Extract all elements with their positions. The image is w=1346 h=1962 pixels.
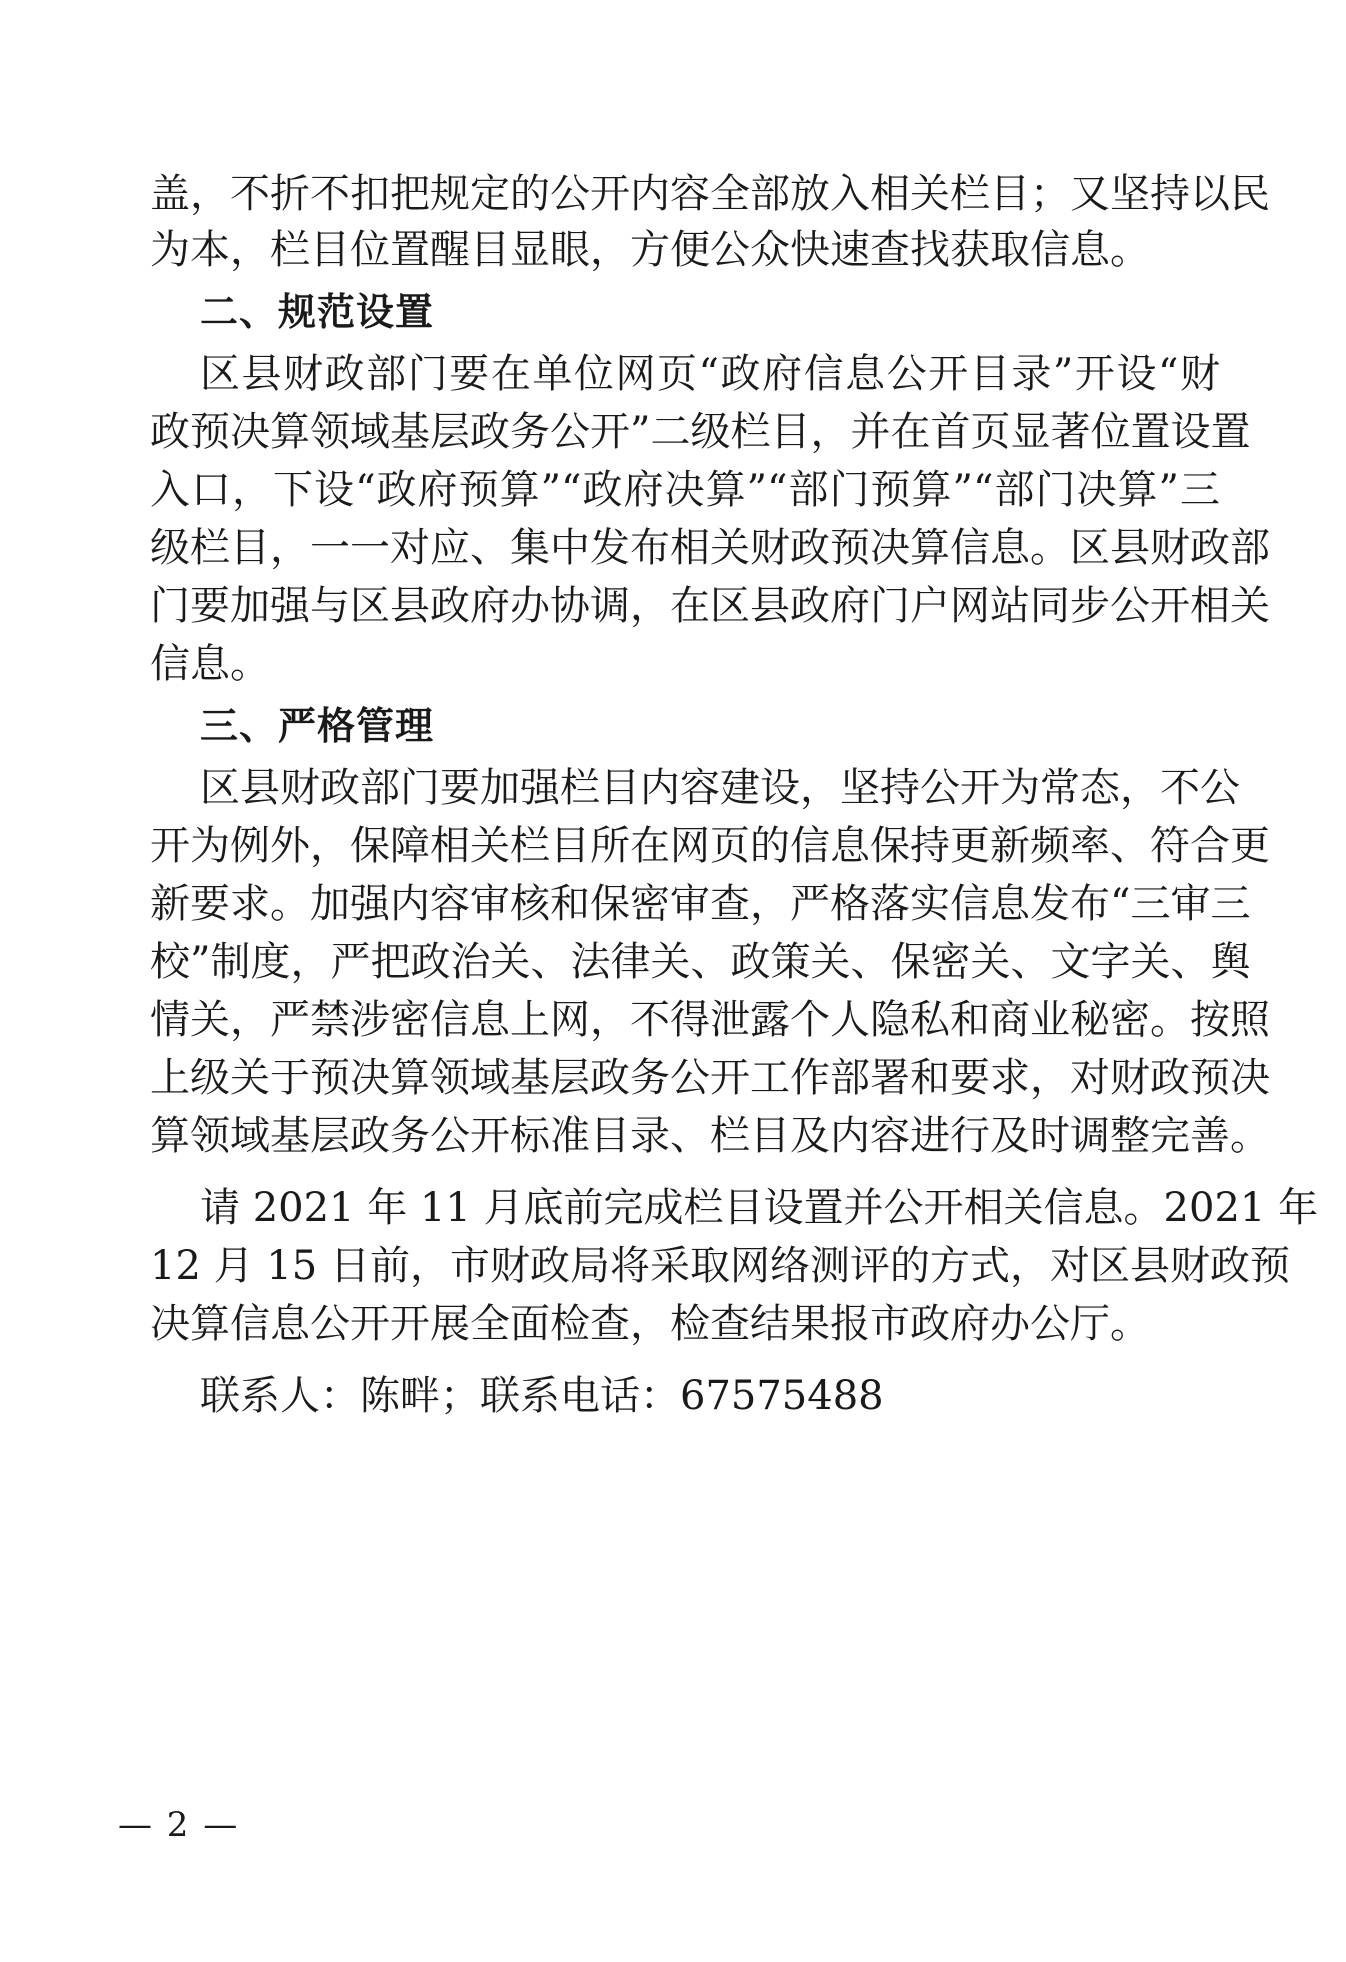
contact-line: 联系人：陈畔；联系电话：67575488 xyxy=(200,1373,884,1419)
paragraph-line: 门要加强与区县政府办协调，在区县政府门户网站同步公开相关 xyxy=(150,583,1270,629)
paragraph-line: 区县财政部门要在单位网页“政府信息公开目录”开设“财 xyxy=(200,351,1220,397)
paragraph-line: 政预决算领域基层政务公开”二级栏目，并在首页显著位置设置 xyxy=(150,409,1251,455)
paragraph-line: 盖，不折不扣把规定的公开内容全部放入相关栏目；又坚持以民 xyxy=(150,171,1270,217)
paragraph-line: 12 月 15 日前，市财政局将采取网络测评的方式，对区县财政预 xyxy=(150,1243,1290,1289)
paragraph-line: 开为例外，保障相关栏目所在网页的信息保持更新频率、符合更 xyxy=(150,823,1270,869)
paragraph-line: 为本，栏目位置醒目显眼，方便公众快速查找获取信息。 xyxy=(150,227,1150,273)
page-number: — 2 — xyxy=(118,1805,240,1845)
paragraph-line: 情关，严禁涉密信息上网，不得泄露个人隐私和商业秘密。按照 xyxy=(150,997,1270,1043)
paragraph-line: 新要求。加强内容审核和保密审查，严格落实信息发布“三审三 xyxy=(150,881,1251,927)
section-heading-3: 三、严格管理 xyxy=(200,704,435,748)
paragraph-line: 校”制度，严把政治关、法律关、政策关、保密关、文字关、舆 xyxy=(150,939,1251,985)
paragraph-line: 区县财政部门要加强栏目内容建设，坚持公开为常态，不公 xyxy=(200,765,1240,811)
section-heading-2: 二、规范设置 xyxy=(200,290,435,334)
paragraph-line: 级栏目，一一对应、集中发布相关财政预决算信息。区县财政部 xyxy=(150,525,1270,571)
paragraph-line: 入口，下设“政府预算”“政府决算”“部门预算”“部门决算”三 xyxy=(150,467,1220,513)
paragraph-line: 上级关于预决算领域基层政务公开工作部署和要求，对财政预决 xyxy=(150,1055,1270,1101)
paragraph-line: 请 2021 年 11 月底前完成栏目设置并公开相关信息。2021 年 xyxy=(200,1185,1319,1231)
paragraph-line: 算领域基层政务公开标准目录、栏目及内容进行及时调整完善。 xyxy=(150,1113,1270,1159)
paragraph-line: 信息。 xyxy=(150,641,270,687)
paragraph-line: 决算信息公开开展全面检查，检查结果报市政府办公厅。 xyxy=(150,1301,1150,1347)
